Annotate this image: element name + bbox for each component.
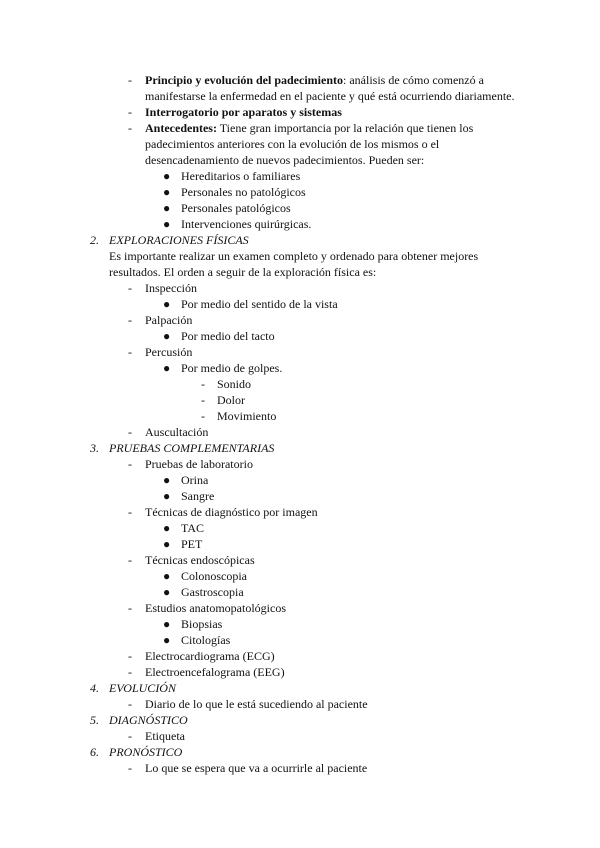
section-number: 4. xyxy=(90,681,99,695)
item-text: : análisis de cómo comenzó a xyxy=(343,73,484,87)
list-item: Percusión xyxy=(145,345,193,359)
section-number: 5. xyxy=(90,713,99,727)
dash-bullet: - xyxy=(128,313,132,327)
dot-bullet: ● xyxy=(163,633,171,647)
dot-bullet: ● xyxy=(163,361,171,375)
dot-bullet: ● xyxy=(163,569,171,583)
sub-list-item: Personales patológicos xyxy=(181,201,291,215)
list-item: Inspección xyxy=(145,281,197,295)
section-number: 2. xyxy=(90,233,99,247)
dash-bullet: - xyxy=(201,377,205,391)
list-item xyxy=(145,104,342,120)
list-item: Diario de lo que le está sucediendo al paciente xyxy=(145,697,368,711)
dash-bullet: - xyxy=(128,73,132,87)
sub-list-item: TAC xyxy=(181,521,205,535)
bold-term: Principio y evolución del padecimiento xyxy=(145,73,343,87)
bold-term: Interrogatorio por aparatos y sistemas xyxy=(145,105,342,119)
dash-bullet: - xyxy=(128,665,132,679)
sub-list-item: Por medio de golpes. xyxy=(181,361,283,375)
sub-list-item: Gastroscopia xyxy=(181,585,244,599)
paragraph-line: Es importante realizar un examen completo y ordenado para obtener mejores xyxy=(109,249,479,263)
section-number: 3. xyxy=(90,441,99,455)
section-title: PRUEBAS COMPLEMENTARIAS xyxy=(109,441,275,455)
dot-bullet: ● xyxy=(163,329,171,343)
dash-bullet: - xyxy=(128,505,132,519)
dash-bullet: - xyxy=(128,281,132,295)
sub-list-item: Por medio del tacto xyxy=(181,329,275,343)
list-item: Electrocardiograma (ECG) xyxy=(145,649,275,663)
list-item: Palpación xyxy=(145,313,193,327)
list-item: Técnicas de diagnóstico por imagen xyxy=(145,505,318,519)
list-item: Electroencefalograma (EEG) xyxy=(145,665,285,679)
sub-list-item: PET xyxy=(181,537,203,551)
dash-bullet: - xyxy=(128,649,132,663)
section-title: EVOLUCIÓN xyxy=(109,681,176,695)
sub-list-item: Biopsias xyxy=(181,617,223,631)
sub-list-item: Sangre xyxy=(181,489,215,503)
dot-bullet: ● xyxy=(163,473,171,487)
dash-bullet: - xyxy=(128,601,132,615)
list-item xyxy=(145,120,473,136)
dash-bullet: - xyxy=(128,345,132,359)
list-item: Etiqueta xyxy=(145,729,185,743)
list-item-continuation: desencadenamiento de nuevos padecimientos. Pueden ser: xyxy=(145,153,425,167)
dot-bullet: ● xyxy=(163,489,171,503)
dot-bullet: ● xyxy=(163,169,171,183)
sub-sub-list-item: Movimiento xyxy=(217,409,277,423)
sub-list-item: Intervenciones quirúrgicas. xyxy=(181,217,312,231)
dot-bullet: ● xyxy=(163,185,171,199)
item-text: Tiene gran importancia por la relación que tienen los xyxy=(216,121,474,135)
dot-bullet: ● xyxy=(163,537,171,551)
dash-bullet: - xyxy=(128,425,132,439)
dash-bullet: - xyxy=(128,457,132,471)
sub-list-item: Citologías xyxy=(181,633,231,647)
section-title: EXPLORACIONES FÍSICAS xyxy=(109,233,249,247)
paragraph-line: resultados. El orden a seguir de la exploración física es: xyxy=(109,265,377,279)
dot-bullet: ● xyxy=(163,585,171,599)
bold-term: Antecedentes: xyxy=(145,121,217,135)
dash-bullet: - xyxy=(128,697,132,711)
dash-bullet: - xyxy=(128,761,132,775)
dot-bullet: ● xyxy=(163,201,171,215)
section-number: 6. xyxy=(90,745,99,759)
sub-list-item: Hereditarios o familiares xyxy=(181,169,301,183)
list-item-continuation: padecimientos anteriores con la evolución de los mismos o el xyxy=(145,137,440,151)
list-item: Técnicas endoscópicas xyxy=(145,553,255,567)
dot-bullet: ● xyxy=(163,297,171,311)
list-item: Lo que se espera que va a ocurrirle al paciente xyxy=(145,761,368,775)
sub-list-item: Colonoscopia xyxy=(181,569,247,583)
dash-bullet: - xyxy=(128,553,132,567)
sub-list-item: Personales no patológicos xyxy=(181,185,306,199)
dot-bullet: ● xyxy=(163,521,171,535)
dot-bullet: ● xyxy=(163,617,171,631)
list-item-continuation: manifestarse la enfermedad en el paciente y qué está ocurriendo diariamente. xyxy=(145,89,515,103)
dash-bullet: - xyxy=(128,121,132,135)
dash-bullet: - xyxy=(201,393,205,407)
dot-bullet: ● xyxy=(163,217,171,231)
sub-list-item: Por medio del sentido de la vista xyxy=(181,297,338,311)
list-item: Estudios anatomopatológicos xyxy=(145,601,286,615)
sub-sub-list-item: Sonido xyxy=(217,377,252,391)
section-title: PRONÓSTICO xyxy=(109,745,183,759)
sub-sub-list-item: Dolor xyxy=(217,393,245,407)
section-title: DIAGNÓSTICO xyxy=(109,713,188,727)
dash-bullet: - xyxy=(128,105,132,119)
sub-list-item: Orina xyxy=(181,473,209,487)
list-item: Auscultación xyxy=(145,425,209,439)
list-item: Pruebas de laboratorio xyxy=(145,457,253,471)
dash-bullet: - xyxy=(128,729,132,743)
list-item xyxy=(145,72,484,88)
dash-bullet: - xyxy=(201,409,205,423)
